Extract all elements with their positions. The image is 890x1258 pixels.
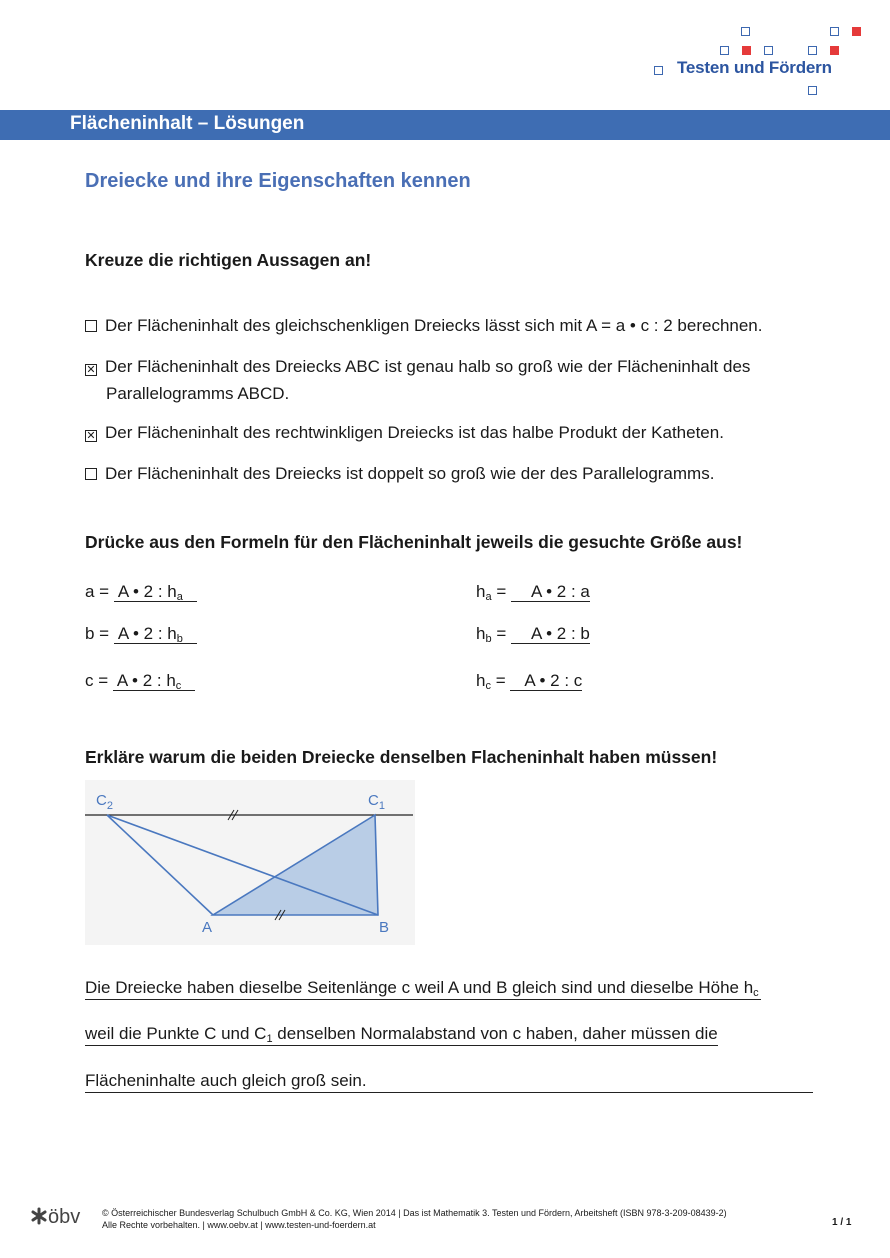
formula-a: a = A • 2 : $h_a$ bbox=[85, 582, 197, 602]
formula-hb: $h_b = A$ • 2 : b bbox=[476, 624, 590, 645]
checkbox-1[interactable] bbox=[85, 320, 97, 332]
task3-instruction: Erkläre warum die beiden Dreiecke denselben Flacheninhalt haben müssen! bbox=[85, 747, 718, 767]
answer-hc[interactable]: A • 2 : c bbox=[510, 671, 582, 691]
task2-instruction: Drücke aus den Formeln für den Flächeninhalt jeweils die gesuchte Größe aus! bbox=[85, 532, 743, 552]
section-subtitle: Dreiecke und ihre Eigenschaften kennen bbox=[85, 170, 471, 192]
label-c1: $C_1$ bbox=[368, 792, 385, 812]
publisher-logo-icon bbox=[30, 1207, 48, 1225]
footer-links: Alle Rechte vorbehalten. | www.oebv.at | www.testen-und-foerdern.at bbox=[102, 1220, 376, 1230]
checkbox-4[interactable] bbox=[85, 468, 97, 480]
formula-hc: $h_c = A$ • 2 : c bbox=[476, 671, 583, 692]
answer-ha[interactable]: A • 2 : a bbox=[511, 582, 590, 602]
formula-c: c = A • 2 : $h_c$ bbox=[85, 671, 195, 691]
statement-2: ✕ Der Flächeninhalt des Dreiecks ABC ist genau halb so groß wie der Flächeninhalt des Parallelogramms ABCD. bbox=[86, 357, 751, 403]
page-title: Flächeninhalt – Lösungen bbox=[70, 113, 305, 134]
formula-b: b = A • 2 : $h_b$ bbox=[85, 624, 197, 644]
answer-c[interactable]: A • 2 : $h_c$ bbox=[113, 671, 195, 691]
statement-4: Der Flächeninhalt des Dreiecks ist doppelt so groß wie der des Parallelogramms. bbox=[85, 460, 714, 487]
statement-1: Der Flächeninhalt des gleichschenkligen Dreiecks lässt sich mit A = a • c : 2 berechnen. bbox=[85, 312, 762, 339]
statement-3: ✕ Der Flächeninhalt des rechtwinkligen Dreiecks ist das halbe Produkt der Katheten. bbox=[86, 423, 724, 442]
formula-ha: $h_a = A$ • 2 : a bbox=[476, 582, 590, 603]
answer-line-1[interactable]: Die Dreiecke haben dieselbe Seitenlänge c weil A und B gleich sind und dieselbe Höhe $h_c$ bbox=[85, 978, 759, 999]
answer-a[interactable]: A • 2 : $h_a$ bbox=[114, 582, 197, 602]
page-number: 1 / 1 bbox=[832, 1217, 852, 1228]
publisher-logo: öbv bbox=[30, 1206, 80, 1229]
answer-hb[interactable]: A • 2 : b bbox=[511, 624, 590, 644]
brand-name: Testen und Fördern bbox=[677, 58, 832, 77]
checkbox-2[interactable]: ✕ bbox=[86, 364, 96, 376]
answer-b[interactable]: A • 2 : $h_b$ bbox=[114, 624, 197, 644]
task1-instruction: Kreuze die richtigen Aussagen an! bbox=[85, 250, 372, 270]
answer-line-3[interactable]: Flächeninhalte auch gleich groß sein. bbox=[85, 1070, 813, 1093]
triangle-figure bbox=[85, 780, 415, 945]
footer-copyright: © Österreichischer Bundesverlag Schulbuch GmbH & Co. KG, Wien 2014 | Das ist Mathematik 3. Testen und Fördern, Arbeitsheft (ISBN 978-3-209-08439-2) bbox=[102, 1208, 727, 1218]
label-a: A bbox=[202, 919, 213, 936]
checkbox-3[interactable]: ✕ bbox=[86, 430, 96, 442]
label-c2: $C_2$ bbox=[96, 792, 113, 812]
answer-line-2[interactable]: weil die Punkte C und $C_1$ denselben Normalabstand von c haben, daher müssen die bbox=[85, 1024, 718, 1045]
label-b: B bbox=[379, 919, 390, 936]
